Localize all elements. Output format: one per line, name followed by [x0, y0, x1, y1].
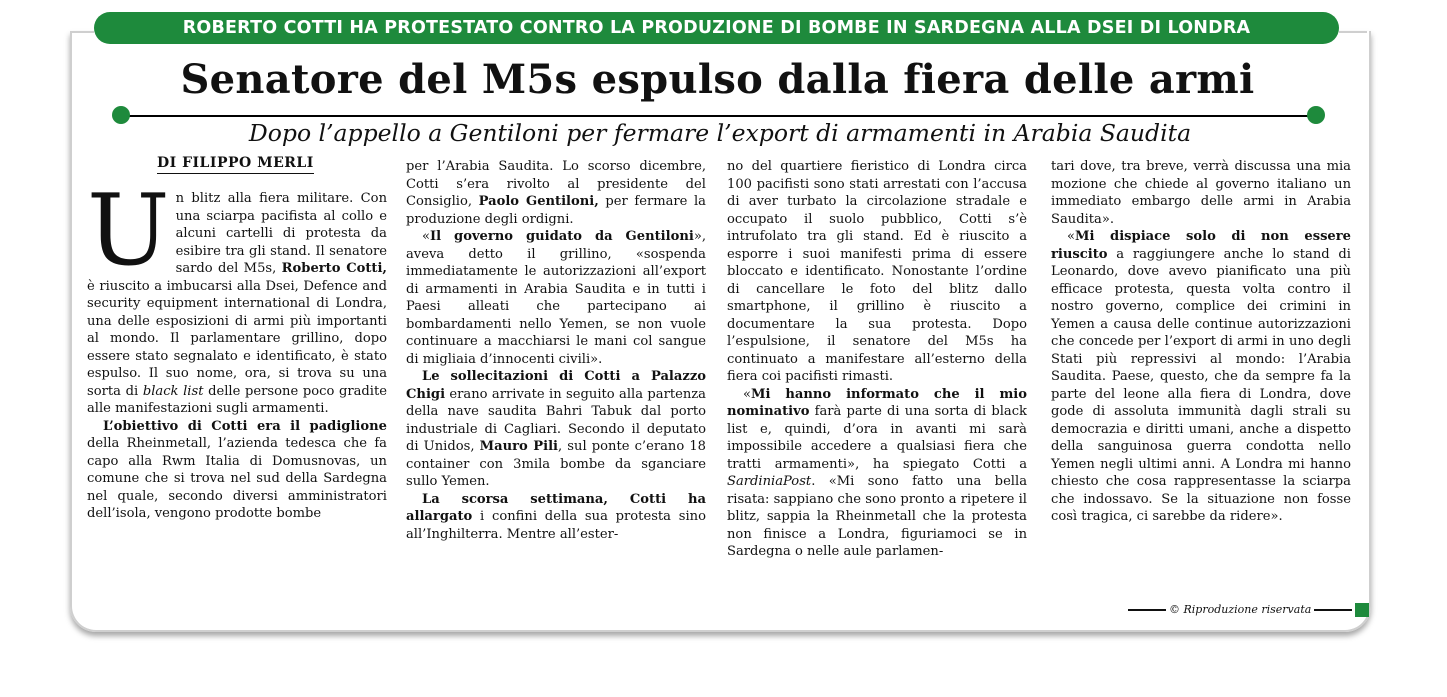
dash-rule — [1314, 609, 1352, 611]
italic-term: black list — [142, 383, 204, 399]
subheadline: Dopo l’appello a Gentiloni per fermare l’export di armamenti in Arabia Saudita — [248, 119, 1192, 147]
byline: DI FILIPPO MERLI — [157, 155, 314, 171]
bold-name: Mauro Pili — [479, 439, 559, 454]
dash-rule — [1128, 609, 1166, 611]
bold-lead: Mi hanno informato che il mio nominativo — [727, 386, 1027, 419]
text-run: farà parte di una sorta di black list e, quindi, d’ora in avanti mi sarà impossibile accedere a qualsiasi fiera che tratti armamenti», ha spiegato Cotti a — [727, 404, 1027, 472]
article-column-2 — [406, 158, 706, 543]
paragraph — [406, 158, 706, 228]
paragraph — [1051, 228, 1351, 526]
paragraph — [406, 491, 706, 544]
article-column-1 — [87, 174, 388, 523]
text-run: », aveva detto il grillino, «sospenda immediatamente le autorizzazioni all’export di armamenti in Arabia Saudita e in tutti i Paesi alleati che partecipano ai bombardamenti nello Yemen, se non vuole continuare a macchiarsi le mani col sangue di migliaia d’innocenti civili». — [406, 229, 706, 367]
text-run: erano arrivate in seguito alla partenza della nave saudita Bahri Tabuk dal porto industriale di Cagliari. Secondo il deputato di Unidos, — [406, 386, 706, 454]
bold-lead: La scorsa settimana, Cotti ha allargato — [406, 491, 706, 524]
rule-dot-left-icon — [112, 106, 130, 124]
paragraph — [406, 368, 706, 491]
text-run: della Rheinmetall, l’azienda tedesca che fa capo alla Rwm Italia di Domusnovas, un comune che si trova nel sud della Sardegna nel quale, secondo diversi amministratori dell’isola, vengono prodotte bombe — [87, 436, 387, 521]
bold-lead: Le sollecitazioni di Cotti a Palazzo Chigi — [406, 369, 706, 402]
article-column-3 — [727, 158, 1027, 561]
text-run: i confini della sua protesta sino all’Inghilterra. Mentre all’ester- — [406, 509, 706, 542]
bold-lead: Mi dispiace solo di non essere riuscito — [1051, 229, 1351, 262]
paragraph — [406, 228, 706, 368]
paragraph: no del quartiere fieristico di Londra circa 100 pacifisti sono stati arrestati con l’accusa di aver turbato la circolazione stradale e occupato il suolo pubblico, Cotti s’è intrufolato tra gli stand. Ed è riuscito a esporre i suoi manifesti prima di essere bloccato e identificato. Nonostante l’ordine di cancellare le foto del blitz dallo smartphone, il grillino è riuscito a documentare la sua protesta. Dopo l’espulsione, il senatore del M5s ha continuato a manifestare all’esterno della fiera coi pacifisti rimasti. — [727, 159, 1027, 384]
paragraph: tari dove, tra breve, verrà discussa una mia mozione che chiede al governo italiano un immediato embargo delle armi in Arabia Saudita». — [1051, 159, 1351, 227]
article-column-4 — [1051, 158, 1351, 526]
bold-lead: L’obiettivo di Cotti era il padiglione — [103, 418, 387, 434]
card-top-edge — [1339, 31, 1367, 33]
card-top-edge — [70, 31, 94, 33]
text-run: a raggiungere anche lo stand di Leonardo, dove avevo pianificato una più efficace protesta, questa volta contro il nostro governo, complice dei crimini in Yemen a causa delle continue autorizzazioni che concede per l’export di armi in uno degli Stati più repressivi al mondo: l’Arabia Saudita. Paese, questo, che da sempre fa la parte del leone alla fiera di Londra, dove gode di assoluta immunità dagli strali su democrazia e diritti umani, anche a dispetto della sanguinosa guerra condotta nello Yemen negli ultimi anni. A Londra mi hanno chiesto che cosa rappresentasse la sciarpa che indossavo. Se la situazione non fosse così tragica, ci sarebbe da ridere». — [1051, 246, 1351, 524]
italic-term: SardiniaPost — [727, 474, 812, 489]
paragraph — [87, 418, 387, 523]
drop-cap: U — [87, 174, 170, 288]
text-run: per l’Arabia Saudita. Lo scorso dicembre, Cotti s’era rivolto al presidente del Consiglio, — [406, 159, 706, 209]
paragraph — [87, 174, 388, 418]
bold-lead: Il governo guidato da Gentiloni — [430, 229, 694, 244]
text-run: « — [422, 229, 431, 244]
copyright-notice — [1125, 603, 1369, 617]
headline: Senatore del M5s espulso dalla fiera delle armi — [180, 56, 1255, 103]
paragraph — [727, 386, 1027, 561]
text-run: « — [1067, 229, 1076, 244]
end-square-icon — [1355, 603, 1369, 617]
copyright-text: © Riproduzione riservata — [1169, 603, 1312, 616]
bold-name: Paolo Gentiloni, — [478, 194, 599, 209]
bold-name: Roberto Cotti, — [281, 261, 387, 276]
text-run: « — [743, 386, 752, 402]
kicker-banner: ROBERTO COTTI HA PROTESTATO CONTRO LA PRODUZIONE DI BOMBE IN SARDEGNA ALLA DSEI DI LONDRA — [94, 12, 1339, 44]
text-run: . «Mi sono fatto una bella risata: sappiano che sono pronto a ripetere il blitz, sappia la Rheinmetall che la protesta non finisce a Londra, figuriamoci se in Sardegna o nelle aule parlamen- — [727, 474, 1027, 559]
text-run: n blitz alla fiera militare. Con una sciarpa pacifista al collo e alcuni cartelli di protesta da esibire tra gli stand. Il senatore sardo del M5s, — [175, 191, 387, 276]
text-run: delle persone poco gradite alle manifestazioni sugli armamenti. — [87, 383, 388, 416]
text-run: è riuscito a imbucarsi alla Dsei, Defence and security equipment international di Londra, una delle esposizioni di armi più importanti al mondo. Il parlamentare grillino, dopo essere stato segnalato e identificato, è stato espulso. Il suo nome, ora, si trova su una sorta di — [87, 278, 387, 399]
text-run: per fermare la produzione degli ordigni. — [406, 194, 706, 227]
text-run: , sul ponte c’erano 18 container con 3mila bombe da sganciare sullo Yemen. — [406, 439, 706, 489]
